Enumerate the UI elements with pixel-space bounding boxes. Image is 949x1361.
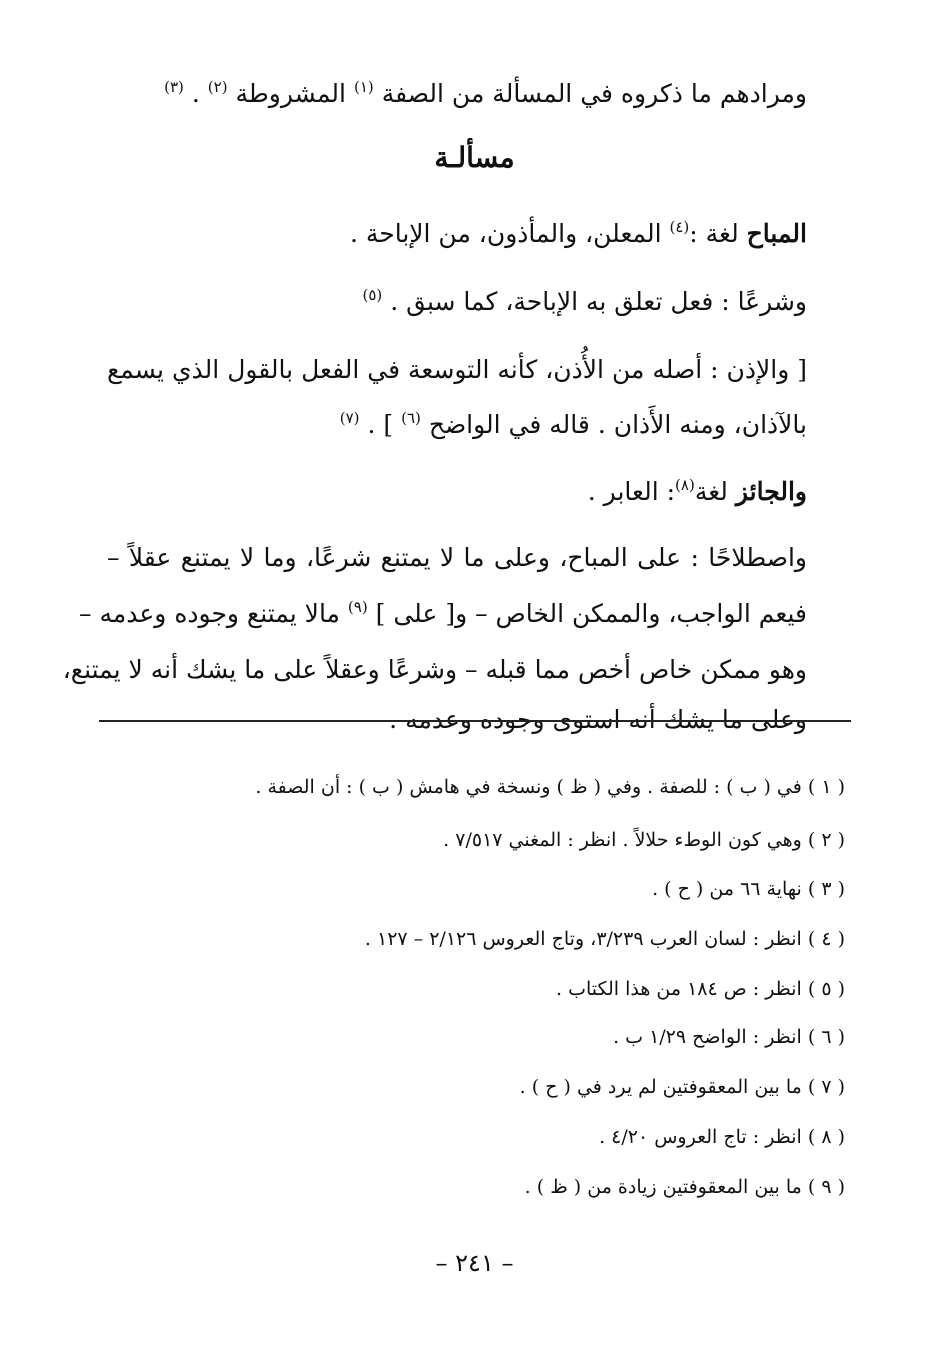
body-text: ومرادهم ما ذكروه في المسألة من الصفة — [381, 79, 807, 108]
body-line-idhn-1: [ والإذن : أصله من الأُذن، كأنه التوسعة في الفعل بالقول الذي يسمع — [107, 355, 807, 384]
body-line-idhn-2 — [107, 405, 807, 445]
body-line-istilah-2 — [79, 594, 807, 634]
body-text: : العابر . — [587, 477, 676, 506]
body-line-istilah-3: وهو ممكن خاص أخص مما قبله – وشرعًا وعقلاً على ما يشك أنه لا يمتنع، — [62, 655, 807, 684]
body-text: المشروطة — [235, 79, 346, 108]
section-heading: مسألـة — [434, 141, 515, 174]
body-text: . — [191, 79, 200, 108]
footnote-marker: (٥) — [362, 286, 383, 304]
body-line-istilah-1: واصطلاحًا : على المباح، وعلى ما لا يمتنع شرعًا، وما لا يمتنع عقلاً – — [107, 543, 807, 572]
body-text: مالا يمتنع وجوده وعدمه – — [79, 599, 340, 628]
body-text: بالآذان، ومنه الأَذان . قاله في الواضح — [428, 410, 807, 439]
body-text: لغة : — [689, 219, 747, 248]
footnote-marker: (٣) — [164, 78, 184, 96]
footnote-6: ( ٦ ) انظر : الواضح ١/٢٩ ب . — [613, 1026, 845, 1048]
footnote-marker: (٧) — [339, 409, 360, 427]
footnote-3: ( ٣ ) نهاية ٦٦ من ( ح ) . — [652, 878, 845, 900]
footnote-9: ( ٩ ) ما بين المعقوفتين زيادة من ( ظ ) . — [524, 1176, 845, 1198]
footnote-marker: (٩) — [347, 598, 368, 616]
footnote-1: ( ١ ) في ( ب ) : للصفة . وفي ( ظ ) ونسخة في هامش ( ب ) : أن الصفة . — [255, 776, 845, 798]
footnote-marker: (١) — [353, 78, 374, 96]
footnote-2: ( ٢ ) وهي كون الوطء حلالاً . انظر : المغني ٧/٥١٧ . — [443, 829, 845, 851]
footnote-4: ( ٤ ) انظر : لسان العرب ٣/٢٣٩، وتاج العروس ٢/١٢٦ – ١٢٧ . — [364, 928, 845, 950]
body-line-1 — [107, 74, 807, 114]
body-text: فيعم الواجب، والممكن الخاص – و[ على ] — [375, 599, 807, 628]
footnote-marker: (٨) — [675, 476, 695, 494]
body-text: لغة — [694, 477, 736, 506]
body-line-shar — [107, 282, 807, 322]
footnote-8: ( ٨ ) انظر : تاج العروس ٤/٢٠ . — [599, 1126, 845, 1148]
body-line-jaiz — [107, 472, 807, 512]
footnote-marker: (٦) — [401, 409, 421, 427]
defined-term: المباح — [746, 219, 807, 248]
defined-term: والجائز — [735, 477, 807, 506]
footnote-marker: (٤) — [669, 218, 690, 236]
footnote-5: ( ٥ ) انظر : ص ١٨٤ من هذا الكتاب . — [555, 978, 845, 1000]
footnote-separator — [99, 720, 851, 722]
footnote-marker: (٢) — [207, 78, 228, 96]
body-line-istilah-4: وعلى ما يشك أنه استوى وجوده وعدمه . — [389, 705, 807, 734]
body-line-mubah — [107, 214, 807, 254]
body-text: المعلن، والمأذون، من الإباحة . — [349, 219, 670, 248]
page-number: – ٢٤١ – — [435, 1249, 514, 1277]
body-text: ] . — [367, 410, 394, 439]
body-text: وشرعًا : فعل تعلق به الإباحة، كما سبق . — [390, 287, 807, 316]
footnote-7: ( ٧ ) ما بين المعقوفتين لم يرد في ( ح ) . — [519, 1076, 845, 1098]
